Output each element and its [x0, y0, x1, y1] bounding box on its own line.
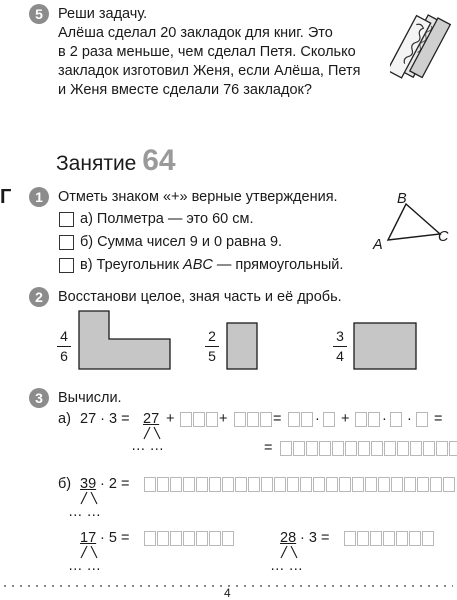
part-b-label: б): [58, 476, 72, 492]
statement-c: [80, 256, 343, 274]
fraction-1: [57, 328, 71, 365]
triangle-label-a: A: [373, 237, 383, 253]
part-b-2-number: 17: [80, 530, 97, 546]
part-b-2-answer-row[interactable]: [144, 531, 235, 546]
part-a-box-1[interactable]: [180, 412, 219, 427]
part-b-2-dots: … …: [68, 558, 102, 574]
task-1-number: 1: [29, 187, 49, 207]
task-5-line-4: и Женя вместе сделали 76 закладок?: [58, 82, 312, 98]
task-2-instruction: Восстанови целое, зная часть и её дробь.: [58, 289, 342, 305]
part-b-1-answer-row[interactable]: [144, 477, 456, 492]
fraction-1-denominator: 6: [60, 348, 68, 364]
fraction-2-numerator: 2: [208, 328, 216, 344]
shape-l: [78, 310, 172, 370]
part-a-split-number: 27: [143, 411, 160, 427]
fraction-3-numerator: 3: [336, 328, 344, 344]
task-5-line-3: закладок изготовил Женя, если Алёша, Петя: [58, 63, 361, 79]
part-a-dot-2: ·: [382, 411, 387, 427]
part-a-answer-row[interactable]: [280, 441, 457, 456]
part-b-3-dots: … …: [270, 558, 304, 574]
part-b-3-tail: · 3 =: [300, 530, 330, 546]
checkbox-a[interactable]: [59, 212, 74, 227]
shape-wide-rect: [353, 322, 417, 370]
task-5-line-2: в 2 раза меньше, чем сделал Петя. Сколько: [58, 44, 356, 60]
part-a-dot-3: ·: [407, 411, 412, 427]
fraction-2: [205, 328, 219, 365]
triangle-label-b: B: [397, 191, 407, 207]
shape-narrow-rect: [226, 322, 258, 370]
triangle-label-c: C: [438, 229, 449, 245]
part-a-box-5[interactable]: [355, 412, 381, 427]
lesson-number: 64: [142, 144, 176, 177]
part-a-expression: 27 · 3 =: [80, 411, 130, 427]
statement-c-prefix: в) Треугольник: [80, 257, 184, 273]
part-a-plus-1: +: [166, 411, 175, 427]
part-a-plus-2: +: [219, 411, 228, 427]
part-b-2-tail: · 5 =: [100, 530, 130, 546]
part-a-plus-3: +: [341, 411, 350, 427]
checkbox-b[interactable]: [59, 235, 74, 250]
part-a-box-3[interactable]: [288, 412, 314, 427]
checkbox-c[interactable]: [59, 258, 74, 273]
part-a-box-4[interactable]: [323, 412, 336, 427]
task-5-title: Реши задачу.: [58, 6, 148, 22]
part-a-dots: … …: [131, 438, 165, 454]
statement-c-suffix: — прямоугольный.: [212, 257, 344, 273]
bookmarks-illustration: [390, 14, 452, 90]
task-5-number: 5: [29, 4, 49, 24]
fraction-1-numerator: 4: [60, 328, 68, 344]
part-b-3-answer-row[interactable]: [344, 531, 435, 546]
part-a-eq-2: =: [434, 411, 443, 427]
part-a-eq-3: =: [264, 440, 273, 456]
statement-b: б) Сумма чисел 9 и 0 равна 9.: [80, 234, 283, 250]
fraction-3-denominator: 4: [336, 348, 344, 364]
task-3-number: 3: [29, 388, 49, 408]
part-a-label: а): [58, 411, 71, 427]
task-2-number: 2: [29, 287, 49, 307]
lesson-title: [56, 144, 176, 177]
task-5-line-1: Алёша сделал 20 закладок для книг. Это: [58, 25, 333, 41]
page-number: 4: [224, 586, 231, 600]
task-3-instruction: Вычисли.: [58, 390, 122, 406]
part-a-eq-1: =: [273, 411, 282, 427]
statement-c-triangle-name: ABC: [183, 257, 213, 273]
task-1-instruction: Отметь знаком «+» верные утверждения.: [58, 189, 338, 205]
lesson-label: Занятие: [56, 152, 137, 175]
margin-mark: Г: [0, 186, 12, 208]
part-a-box-6[interactable]: [390, 412, 403, 427]
fraction-3: [333, 328, 347, 365]
part-b-1-tail: · 2 =: [100, 476, 130, 492]
part-a-box-2[interactable]: [234, 412, 273, 427]
part-b-1-number: 39: [80, 476, 97, 492]
fraction-2-denominator: 5: [208, 348, 216, 364]
part-a-box-7[interactable]: [416, 412, 429, 427]
part-a-dot-1: ·: [315, 411, 320, 427]
part-b-1-dots: … …: [68, 504, 102, 520]
part-b-3-number: 28: [280, 530, 297, 546]
statement-a: а) Полметра — это 60 см.: [80, 211, 254, 227]
